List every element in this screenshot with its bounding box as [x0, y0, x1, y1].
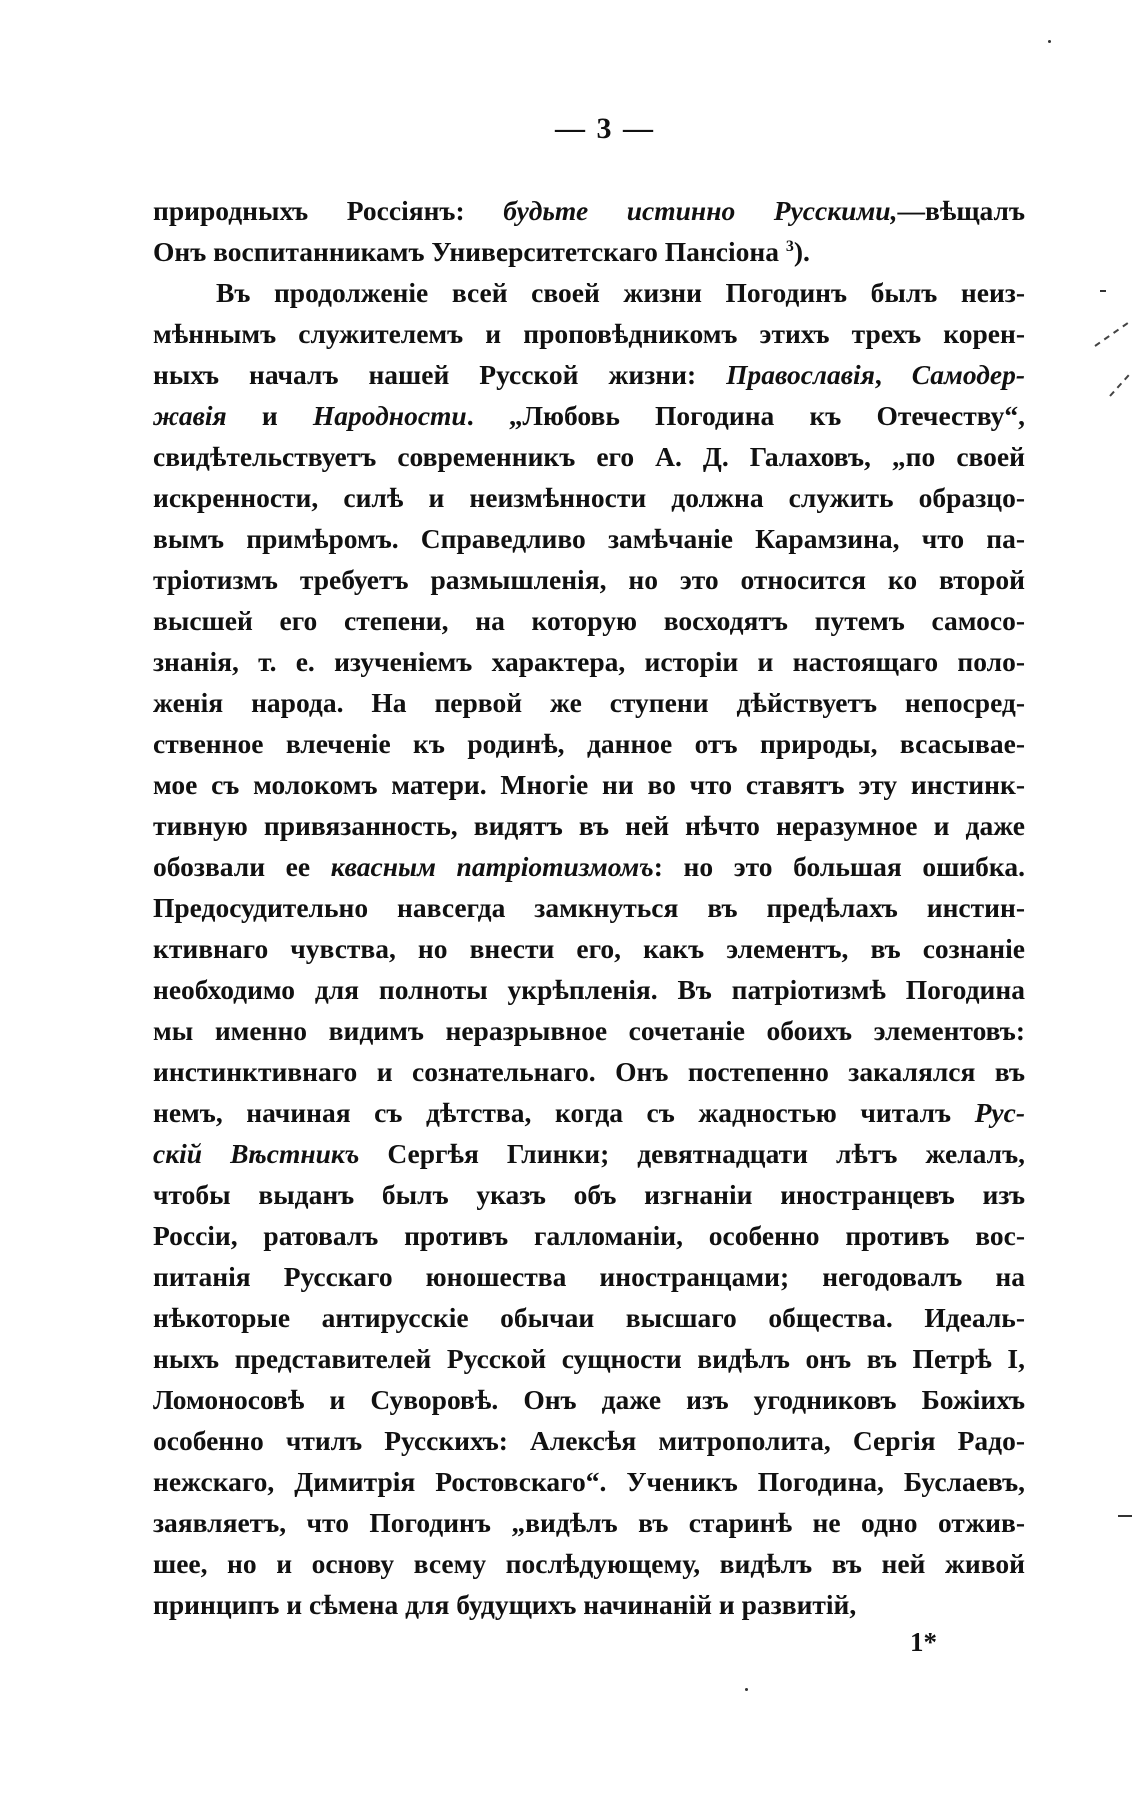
text-line: [153, 1379, 1025, 1420]
text-line: [153, 518, 1025, 559]
text-segment: мое съ молокомъ матери. Многіе ни во что ставятъ эту инстинк-: [153, 769, 1025, 800]
text-line: [153, 1051, 1025, 1092]
text-line: [153, 723, 1025, 764]
text-segment: искренности, силѣ и неизмѣнности должна служить образцо-: [153, 482, 1025, 513]
italic-emphasis: Самодер-: [911, 359, 1025, 390]
text-line: [153, 1338, 1025, 1379]
text-line: [153, 559, 1025, 600]
text-segment: Предосудительно навсегда замкнуться въ предѣлахъ инстин-: [153, 892, 1025, 923]
text-segment: питанія Русскаго юношества иностранцами; негодовалъ на: [153, 1261, 1025, 1292]
text-segment: природныхъ Россіянъ:: [153, 195, 504, 226]
text-line: [153, 969, 1025, 1010]
scan-artifact-dot: [1100, 290, 1106, 292]
text-segment: . „Любовь Погодина къ Отечеству“,: [466, 400, 1025, 431]
italic-emphasis: Рус-: [974, 1097, 1025, 1128]
text-segment: ныхъ представителей Русской сущности видѣлъ онъ въ Петрѣ I,: [153, 1343, 1025, 1374]
text-segment: шее, но и основу всему послѣдующему, видѣлъ въ ней живой: [153, 1548, 1025, 1579]
text-line: [153, 1502, 1025, 1543]
italic-emphasis: квасным патріотизмомъ: [330, 851, 654, 882]
text-segment: необходимо для полноты укрѣпленія. Въ патріотизмѣ Погодина: [153, 974, 1025, 1005]
text-segment: заявляетъ, что Погодинъ „видѣлъ въ старинѣ не одно отжив-: [153, 1507, 1025, 1538]
text-segment: свидѣтельствуетъ современникъ его А. Д. Галаховъ, „по своей: [153, 441, 1025, 472]
text-segment: вымъ примѣромъ. Справедливо замѣчаніе Карамзина, что па-: [153, 523, 1025, 554]
text-segment: Россіи, ратовалъ противъ галломаніи, особенно противъ вос-: [153, 1220, 1025, 1251]
text-segment: ктивнаго чувства, но внести его, какъ элементъ, въ сознаніе: [153, 933, 1025, 964]
text-line: [153, 272, 1025, 313]
text-segment: немъ, начиная съ дѣтства, когда съ жадностью читалъ: [153, 1097, 975, 1128]
text-line: [153, 600, 1025, 641]
text-line: [153, 887, 1025, 928]
text-segment: Ломоносовѣ и Суворовѣ. Онъ даже изъ угодниковъ Божіихъ: [153, 1384, 1025, 1415]
text-line: [153, 641, 1025, 682]
text-line: [153, 477, 1025, 518]
text-line: [153, 1010, 1025, 1051]
text-line: [153, 1256, 1025, 1297]
text-line: [153, 1133, 1025, 1174]
text-line: [153, 231, 1025, 272]
text-segment: Онъ воспитанникамъ Университетскаго Пансіона: [153, 236, 786, 267]
text-segment: знанія, т. е. изученіемъ характера, исторіи и настоящаго поло-: [153, 646, 1025, 677]
text-segment: инстинктивнаго и сознательнаго. Онъ постепенно закалялся въ: [153, 1056, 1025, 1087]
italic-emphasis: Православія: [726, 359, 875, 390]
text-segment: нѣкоторые антирусскіе обычаи высшаго общества. Идеаль-: [153, 1302, 1025, 1333]
text-segment: нежскаго, Димитрія Ростовскаго“. Ученикъ Погодина, Буслаевъ,: [153, 1466, 1025, 1497]
text-segment: тивную привязанность, видятъ въ ней нѣчто неразумное и даже: [153, 810, 1025, 841]
text-line: [153, 1461, 1025, 1502]
text-segment: особенно чтилъ Русскихъ: Алексѣя митрополита, Сергія Радо-: [153, 1425, 1025, 1456]
text-line: [153, 354, 1025, 395]
printer-signature-mark: 1*: [910, 1627, 937, 1657]
italic-emphasis: жавія: [153, 400, 227, 431]
text-segment: высшей его степени, на которую восходятъ путемъ самосо-: [153, 605, 1025, 636]
text-segment: ственное влеченіе къ родинѣ, данное отъ природы, всасывае-: [153, 728, 1025, 759]
text-line: [153, 313, 1025, 354]
text-line: [153, 190, 1025, 231]
text-segment: мѣннымъ служителемъ и проповѣдникомъ этихъ трехъ корен-: [153, 318, 1025, 349]
italic-emphasis: скій Вѣстникъ: [153, 1138, 360, 1169]
text-line: [153, 846, 1025, 887]
italic-emphasis: Народности: [312, 400, 467, 431]
text-segment: обозвали ее: [153, 851, 331, 882]
scan-artifact-dot: [1118, 1515, 1132, 1517]
text-line: [153, 1543, 1025, 1584]
text-segment: : но это большая ошибка.: [653, 851, 1025, 882]
text-line: [153, 1420, 1025, 1461]
text-segment: ).: [793, 236, 810, 267]
scan-artifact-dot: [745, 1688, 748, 1691]
text-line: [153, 1174, 1025, 1215]
text-segment: и: [226, 400, 313, 431]
text-segment: ,: [874, 359, 912, 390]
text-segment: ныхъ началъ нашей Русской жизни:: [153, 359, 727, 390]
text-line: [153, 764, 1025, 805]
text-segment: мы именно видимъ неразрывное сочетаніе обоихъ элементовъ:: [153, 1015, 1025, 1046]
text-line: [153, 1584, 1025, 1625]
text-segment: —вѣщалъ: [897, 195, 1025, 226]
text-line: [153, 1092, 1025, 1133]
text-segment: принципъ и сѣмена для будущихъ начинаній и развитій,: [153, 1589, 857, 1620]
text-line: [153, 928, 1025, 969]
scan-artifact-mark: [1094, 322, 1128, 347]
scan-artifact-mark: [1109, 375, 1129, 397]
text-segment: Сергѣя Глинки; девятнадцати лѣтъ желалъ,: [359, 1138, 1025, 1169]
footnote-marker: 3: [785, 238, 794, 255]
text-line: [153, 682, 1025, 723]
text-segment: чтобы выданъ былъ указъ объ изгнаніи иностранцевъ изъ: [153, 1179, 1025, 1210]
text-line: [153, 1215, 1025, 1256]
text-line: [153, 395, 1025, 436]
italic-emphasis: будьте истинно Русскими,: [503, 195, 898, 226]
text-segment: тріотизмъ требуетъ размышленія, но это относится ко второй: [153, 564, 1025, 595]
text-segment: женія народа. На первой же ступени дѣйствуетъ непосред-: [153, 687, 1025, 718]
text-line: [153, 436, 1025, 477]
text-line: [153, 805, 1025, 846]
body-text: [153, 190, 1025, 1625]
page-number: — 3 —: [555, 112, 655, 145]
scan-artifact-dot: [1048, 40, 1051, 43]
text-line: [153, 1297, 1025, 1338]
text-segment: Въ продолженіе всей своей жизни Погодинъ былъ неиз-: [216, 277, 1025, 308]
